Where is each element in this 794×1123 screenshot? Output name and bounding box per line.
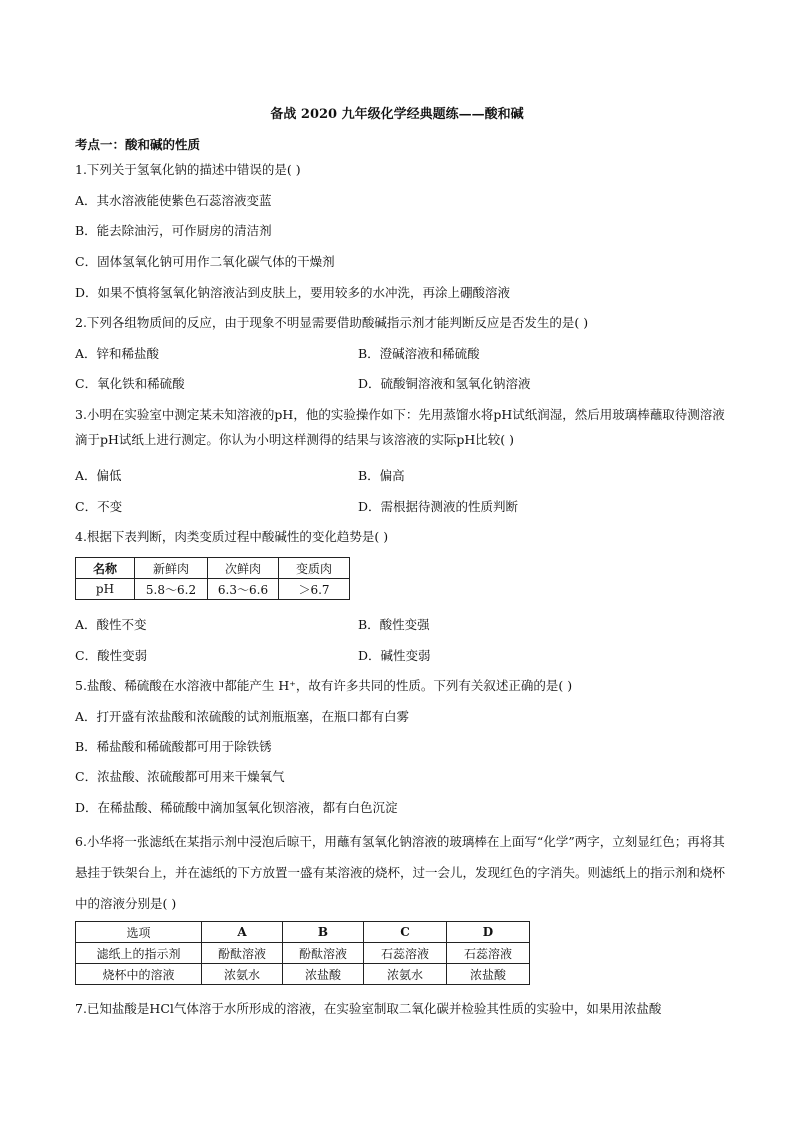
question-1-option-d: D．如果不慎将氢氧化钠溶液沾到皮肤上，要用较多的水冲洗，再涂上硼酸溶液 bbox=[75, 285, 511, 300]
document-title: 备战 2020 九年级化学经典题练——酸和碱 bbox=[270, 107, 524, 122]
question-7-stem: 7.已知盐酸是HCl气体溶于水所形成的溶液，在实验室制取二氧化碳并检验其性质的实验中，如果用浓盐酸 bbox=[75, 1001, 662, 1016]
question-4-option-a: A．酸性不变 bbox=[75, 617, 147, 632]
question-4-option-c: C．酸性变弱 bbox=[75, 648, 148, 663]
question-2-option-d: D．硫酸铜溶液和氢氧化钠溶液 bbox=[358, 376, 531, 391]
table-header-cell: 新鲜肉 bbox=[135, 558, 208, 579]
question-4-table bbox=[75, 557, 350, 600]
table-cell: 浓盐酸 bbox=[283, 964, 364, 985]
table-cell: 浓氨水 bbox=[364, 964, 447, 985]
table-cell: 滤纸上的指示剂 bbox=[76, 943, 202, 964]
question-5-option-b: B．稀盐酸和稀硫酸都可用于除铁锈 bbox=[75, 739, 272, 754]
question-2-option-c: C．氧化铁和稀硫酸 bbox=[75, 376, 185, 391]
question-1-stem: 1.下列关于氢氧化钠的描述中错误的是( ) bbox=[75, 162, 301, 177]
question-3-option-c: C．不变 bbox=[75, 499, 123, 514]
question-3-option-b: B．偏高 bbox=[358, 468, 405, 483]
table-header-cell: 名称 bbox=[76, 558, 135, 579]
question-5-option-a: A．打开盛有浓盐酸和浓硫酸的试剂瓶瓶塞，在瓶口都有白雾 bbox=[75, 709, 410, 724]
question-3-stem: 3.小明在实验室中测定某未知溶液的pH，他的实验操作如下：先用蒸馏水将pH试纸润湿，然后用玻璃棒蘸取待测溶液滴于pH试纸上进行测定。你认为小明这样测得的结果与该溶液的实际pH比较( ) bbox=[75, 407, 725, 447]
question-2-option-a: A．锌和稀盐酸 bbox=[75, 346, 160, 361]
table-header-cell: 变质肉 bbox=[279, 558, 350, 579]
question-5-option-d: D．在稀盐酸、稀硫酸中滴加氢氧化钡溶液，都有白色沉淀 bbox=[75, 800, 398, 815]
question-5-option-c: C．浓盐酸、浓硫酸都可用来干燥氧气 bbox=[75, 769, 285, 784]
question-2-stem: 2.下列各组物质间的反应，由于现象不明显需要借助酸碱指示剂才能判断反应是否发生的是( ) bbox=[75, 315, 589, 330]
table-cell: 5.8～6.2 bbox=[135, 579, 208, 600]
table-cell: ＞6.7 bbox=[279, 579, 350, 600]
section-heading: 考点一：酸和碱的性质 bbox=[75, 137, 201, 152]
table-cell: 石蕊溶液 bbox=[364, 943, 447, 964]
question-1-option-b: B．能去除油污，可作厨房的清洁剂 bbox=[75, 223, 272, 238]
question-1-option-c: C．固体氢氧化钠可用作二氧化碳气体的干燥剂 bbox=[75, 254, 335, 269]
table-cell: 浓盐酸 bbox=[447, 964, 530, 985]
question-4-option-d: D．碱性变弱 bbox=[358, 648, 431, 663]
question-2-option-b: B．澄碱溶液和稀硫酸 bbox=[358, 346, 480, 361]
question-3-option-a: A．偏低 bbox=[75, 468, 122, 483]
table-header-cell: 选项 bbox=[76, 922, 202, 943]
question-1-option-a: A．其水溶液能使紫色石蕊溶液变蓝 bbox=[75, 193, 272, 208]
table-header-cell: A bbox=[202, 922, 283, 943]
table-header-cell: B bbox=[283, 922, 364, 943]
question-4-option-b: B．酸性变强 bbox=[358, 617, 430, 632]
question-6-table bbox=[75, 921, 530, 985]
table-cell: 6.3～6.6 bbox=[208, 579, 279, 600]
table-cell: 酚酞溶液 bbox=[202, 943, 283, 964]
table-header-cell: D bbox=[447, 922, 530, 943]
table-cell: 烧杯中的溶液 bbox=[76, 964, 202, 985]
table-cell: 石蕊溶液 bbox=[447, 943, 530, 964]
table-header-cell: 次鲜肉 bbox=[208, 558, 279, 579]
question-3-option-d: D．需根据待测液的性质判断 bbox=[358, 499, 519, 514]
question-5-stem: 5.盐酸、稀硫酸在水溶液中都能产生 H⁺，故有许多共同的性质。下列有关叙述正确的是( ) bbox=[75, 678, 573, 693]
table-cell: 浓氨水 bbox=[202, 964, 283, 985]
question-6-stem: 6.小华将一张滤纸在某指示剂中浸泡后晾干，用蘸有氢氧化钠溶液的玻璃棒在上面写“化学”两字，立刻显红色；再将其悬挂于铁架台上，并在滤纸的下方放置一盛有某溶液的烧杯，过一会儿，发现红色的字消失。则滤纸上的指示剂和烧杯中的溶液分别是( ) bbox=[75, 834, 726, 911]
table-header-cell: C bbox=[364, 922, 447, 943]
table-cell: pH bbox=[76, 579, 135, 600]
table-cell: 酚酞溶液 bbox=[283, 943, 364, 964]
question-4-stem: 4.根据下表判断，肉类变质过程中酸碱性的变化趋势是( ) bbox=[75, 529, 389, 544]
